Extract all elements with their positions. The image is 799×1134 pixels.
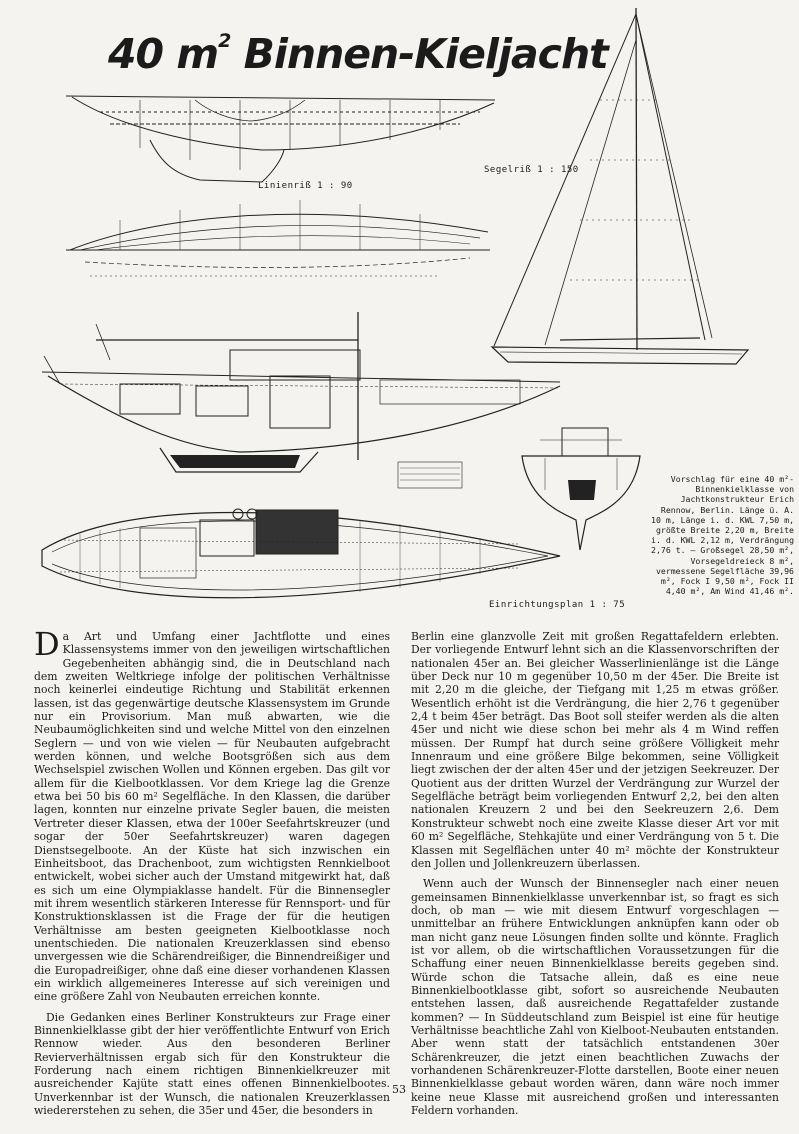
drop-cap: D — [34, 625, 60, 663]
article-paragraph: Da Art und Umfang einer Jachtflotte und eines Klassensystems immer von den jeweiligen wirtschaftlichen Gegebenheiten abhängig sind, die in Deutschland nach dem zweiten Weltkriege infolge der politischen Verhältnisse noch keinerlei eindeutige Richtung und Stabilität erkennen lassen, ist das gegenwärtige deutsche Klassensystem im Grunde nur ein Provisorium. Man muß abwarten, wie die Neubaumöglichkeiten sind und welche Mittel von den einzelnen Seglern — und von wie vielen — für Neubauten aufgebracht werden können, und welche Bootsgrößen sich aus dem Wechselspiel zwischen Wollen und Können ergeben. Das gilt vor allem für die Kielbootklassen. Vor dem Kriege lag die Grenze etwa bei 50 bis 60 m² Segelfläche. In den Klassen, die darüber lagen, konnten nur einzelne private Segler bauen, die meisten Vertreter dieser Klassen, etwa der 100er Seefahrtskreuzer (und sogar der 50er Seefahrtskreuzer) waren dagegen Dienstsegelboote. An der Küste hat sich inzwischen ein Einheitsboot, das Drachenboot, zum wichtigsten Rennkielboot entwickelt, wobei sicher auch der Umstand mitgewirkt hat, daß es sich um eine Olympiaklasse handelt. Für die Binnensegler mit ihrem wesentlich stärkeren Interesse für Rennsport- und für Konstruktionsklassen ist die Frage der für die heutigen Verhältnisse am besten geeigneten Kielbootklasse noch unentschieden. Die nationalen Kreuzerklassen sind ebenso unvergessen wie die Schärendreißiger, die Binnendreißiger und die Europadreißiger, ohne daß eine dieser vorhandenen Klassen ein wirklich allgemeineres Interesse auf sich vereinigen und eine größere Zahl von Neubauten erreichen konnte. — [34, 625, 390, 1004]
sail-plan-label: Segelriß 1 : 150 — [484, 165, 579, 175]
article-column-left — [34, 625, 390, 1124]
page-title: 40 $m^2$ Binnen-Kieljacht — [108, 30, 608, 78]
article-column-right — [411, 630, 779, 1124]
cross-section — [522, 428, 640, 550]
article-paragraph: Wenn auch der Wunsch der Binnensegler nach einer neuen gemeinsamen Binnenkielklasse unverkennbar ist, so fragt es sich doch, ob man — wie mit diesem Entwurf vorgeschlagen — unmittelbar an frühere Entwicklungen anknüpfen kann oder ob man nicht ganz neue Lösungen finden sollte und könnte. Fraglich ist vor allem, ob die wirtschaftlichen Voraussetzungen für die Schaffung einer neuen Binnenkielklasse bereits gegeben sind. Würde schon die Tatsache allein, daß es eine neue Binnenkielbootklasse gibt, sofort so ausreichende Neubauten entstehen lassen, daß ausreichende Regattafelder zustande kommen? — In Süddeutschland zum Beispiel ist eine für heutige Verhältnisse beachtliche Zahl von Kielboot-Neubauten entstanden. Aber wenn statt der tatsächlich entstandenen 30er Schärenkreuzer, die jetzt einen beachtlichen Zuwachs der vorhandenen Schärenkreuzer-Flotte darstellen, Boote einer neuen Binnenkielklasse gebaut worden wären, dann wäre noch immer keine neue Klasse mit ausreichend großen und interessanten Feldern vorhanden. — [411, 877, 779, 1118]
sail-plan — [492, 8, 748, 364]
lines-plan-halfbreadth — [66, 200, 490, 276]
article-paragraph: Die Gedanken eines Berliner Konstrukteurs zur Frage einer Binnenkielklasse gibt der hier veröffentlichte Entwurf von Erich Rennow wieder. Aus den besonderen Berliner Revierverhältnissen ergab sich für den Konstrukteur die Forderung nach einem richtigen Binnenkielkreuzer mit ausreichender Kajüte statt eines offenen Binnenkielbootes. Unverkennbar ist der Wunsch, die nationalen Kreuzerklassen wiedererstehen zu sehen, die 35er und 45er, die besonders in — [34, 1010, 390, 1118]
figure-caption: Vorschlag für eine 40 m²-Binnenkielklasse von Jachtkonstrukteur Erich Rennow, Berlin. Länge ü. A. 10 m, Länge i. d. KWL 7,50 m, größte Breite 2,20 m, Breite i. d. KWL 2,12 m, Verdrängung 2,76 t. — Großsegel 28,50 m², Vorsegeldreieck 8 m², vermessene Segelfläche 39,96 m², Fock I 9,50 m², Fock II 4,40 m², Am Wind 41,46 m². — [651, 474, 794, 597]
page-number: 53 — [392, 1083, 406, 1096]
interior-profile — [42, 312, 560, 488]
lines-plan-label: Linienriß 1 : 90 — [258, 181, 353, 191]
article-paragraph: Berlin eine glanzvolle Zeit mit großen Regattafeldern erlebten. Der vorliegende Entwurf lehnt sich an die Klassenvorschriften der nationalen 45er an. Bei gleicher Wasserlinienlänge ist die Länge über Deck nur 10 m gegenüber 10,50 m der 45er. Die Breite ist mit 2,20 m die gleiche, der Tiefgang mit 1,25 m etwas größer. Wesentlich erhöht ist die Verdrängung, die hier 2,76 t gegenüber 2,4 t beim 45er beträgt. Das Boot soll steifer werden als die alten 45er und nicht wie diese schon bei mehr als 4 m Wind reffen müssen. Der Rumpf hat durch seine größere Völligkeit mehr Innenraum und eine größere Bilge bekommen, seine Völligkeit liegt zwischen der der alten 45er und der jetzigen Seekreuzer. Der Quotient aus der dritten Wurzel der Verdrängung zur Wurzel der Segelfläche beträgt beim vorliegenden Entwurf 2,2, bei den alten nationalen Kreuzern 2 und bei den Seekreuzern 2,6. Dem Konstrukteur schwebt noch eine zweite Klasse dieser Art vor mit 60 m² Segelfläche, Stehkajüte und einer Verdrängung von 5 t. Die Klassen mit Segelflächen unter 40 m² möchte der Konstrukteur den Jollen und Jollenkreuzern überlassen. — [411, 630, 779, 870]
interior-plan-label: Einrichtungsplan 1 : 75 — [489, 600, 626, 610]
interior-plan-view — [42, 509, 560, 598]
lines-plan-profile — [66, 96, 495, 182]
